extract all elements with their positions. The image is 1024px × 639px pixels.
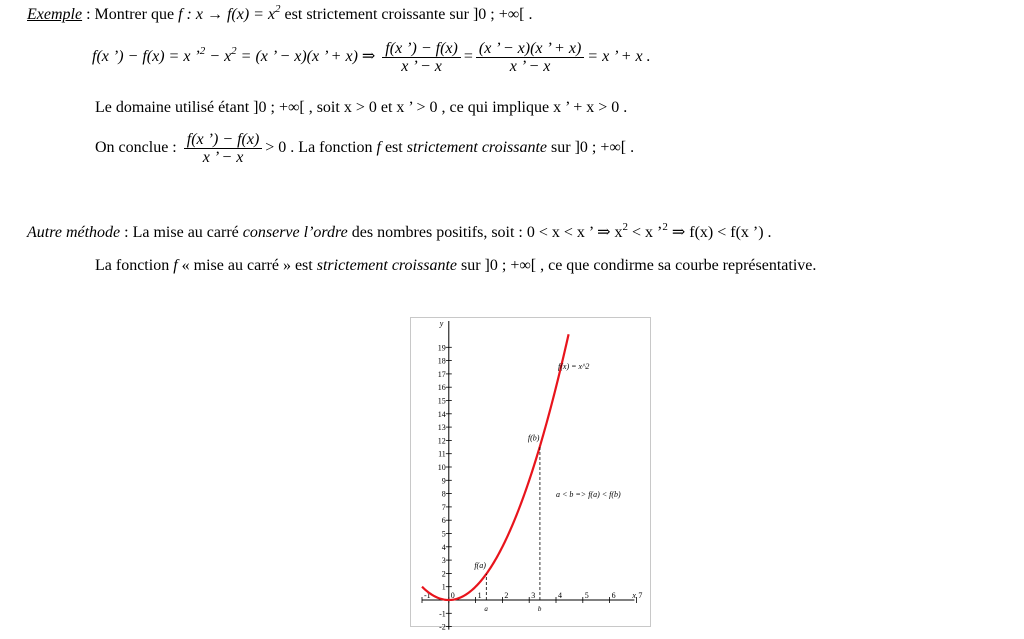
y-tick-label: 12 xyxy=(437,436,446,446)
x-tick-label: 7 xyxy=(638,591,643,600)
y-tick-label: 5 xyxy=(441,529,446,539)
method2-line2-f: f xyxy=(173,257,178,274)
x-tick-label: 3 xyxy=(531,591,536,600)
domain-line: Le domaine utilisé étant ]0 ; +∞[ , soit x > 0 et x ’ > 0 , ce qui implique x ’ + x > 0 . xyxy=(95,99,628,116)
y-tick-label: 16 xyxy=(437,383,446,393)
derivation-eq: = xyxy=(463,48,473,66)
method2-label: Autre méthode xyxy=(27,224,121,241)
conclusion-est: est xyxy=(380,139,407,157)
conclusion-mid: > 0 . La fonction xyxy=(265,139,377,157)
method2-sep: : La mise au carré xyxy=(120,224,243,241)
curve-annotation: f(x) = x^2 xyxy=(558,362,590,371)
conclusion-pre: On conclue : xyxy=(95,139,181,157)
y-tick-label: 7 xyxy=(441,502,446,512)
function-definition: f : $x \to f(x) = x^2$ xyxy=(178,3,281,23)
x-tick-label: 1 xyxy=(477,591,482,600)
chart-frame xyxy=(411,318,651,627)
marker-axis-b: b xyxy=(537,605,542,613)
marker-label-a: f(a) xyxy=(474,560,486,570)
method2-emph: conserve l’ordre xyxy=(242,224,348,241)
method2-text: des nombres positifs, soit : 0 < x < x ’ ⇒ $x^2 < x$ ’$^2$ ⇒ f(x) < f(x ’) . xyxy=(347,221,772,241)
y-tick-label: 13 xyxy=(437,423,446,433)
example-label: Exemple xyxy=(27,6,83,23)
y-tick-label: 19 xyxy=(437,343,446,353)
x-axis-label: x xyxy=(632,591,636,600)
method2-line2-emph: strictement croissante xyxy=(316,257,457,274)
y-tick-label: 2 xyxy=(441,569,446,579)
y-tick-label: 15 xyxy=(437,396,446,406)
conclusion-fraction: $\frac{f(x ’) - f(x)}{x ’ - x}$ xyxy=(184,131,263,166)
y-axis-label: y xyxy=(439,319,444,328)
x-tick-label: 5 xyxy=(584,591,589,600)
method2-line2-pre: La fonction xyxy=(95,257,174,274)
x-tick-label: -1 xyxy=(424,591,431,600)
y-tick-label: 10 xyxy=(437,463,446,472)
y-tick-label: 1 xyxy=(441,582,446,592)
y-tick-label: 8 xyxy=(441,489,446,499)
x-tick-label: 0 xyxy=(450,591,455,600)
derivation-line xyxy=(92,40,651,75)
x-tick-label: 2 xyxy=(504,591,509,600)
derivation-lhs: f(x ’) − f(x) = x ’$^2$ − $x^2 = (x$ ’ − x)(x ’ + x) ⇒ xyxy=(92,45,380,66)
y-tick-label: 4 xyxy=(441,542,446,552)
example-line xyxy=(27,3,533,24)
example-sep: : Montrer que xyxy=(82,6,179,23)
method2-line2 xyxy=(95,257,816,275)
derivation-fraction-2: $\frac{(x ’ - x)(x ’ + x)}{x ’ - x}$ xyxy=(476,40,584,75)
method2-line2-mid: « mise au carré » est xyxy=(177,257,317,274)
y-tick-label: -2 xyxy=(439,622,446,632)
inequality-annotation: a < b => f(a) < f(b) xyxy=(556,490,621,499)
conclusion-post: sur ]0 ; +∞[ . xyxy=(547,139,635,157)
conclusion-line xyxy=(95,131,634,166)
y-tick-label: 11 xyxy=(438,449,446,459)
y-tick-label: 14 xyxy=(437,409,446,419)
parabola-chart xyxy=(410,317,651,632)
conclusion-emph: strictement croissante xyxy=(406,139,548,157)
y-tick-label: 3 xyxy=(441,556,446,566)
y-tick-label: 9 xyxy=(441,476,446,486)
parabola-chart-svg xyxy=(410,317,651,632)
derivation-fraction-1: $\frac{f(x ’) - f(x)}{x ’ - x}$ xyxy=(382,40,461,75)
x-tick-label: 4 xyxy=(558,591,562,600)
y-tick-label: 18 xyxy=(437,356,446,366)
marker-axis-a: a xyxy=(484,605,488,613)
method2-line xyxy=(27,222,772,242)
marker-label-b: f(b) xyxy=(527,433,540,443)
derivation-result: = x ’ + x . xyxy=(587,48,651,66)
y-tick-label: 6 xyxy=(441,516,446,526)
x-tick-label: 6 xyxy=(611,591,616,600)
method2-line2-post: sur ]0 ; +∞[ , ce que condirme sa courbe représentative. xyxy=(457,257,817,274)
y-tick-label: 17 xyxy=(437,369,446,379)
conclusion-f: f xyxy=(376,139,381,157)
example-statement: est strictement croissante sur ]0 ; +∞[ . xyxy=(280,6,533,23)
y-tick-label: -1 xyxy=(439,609,446,619)
